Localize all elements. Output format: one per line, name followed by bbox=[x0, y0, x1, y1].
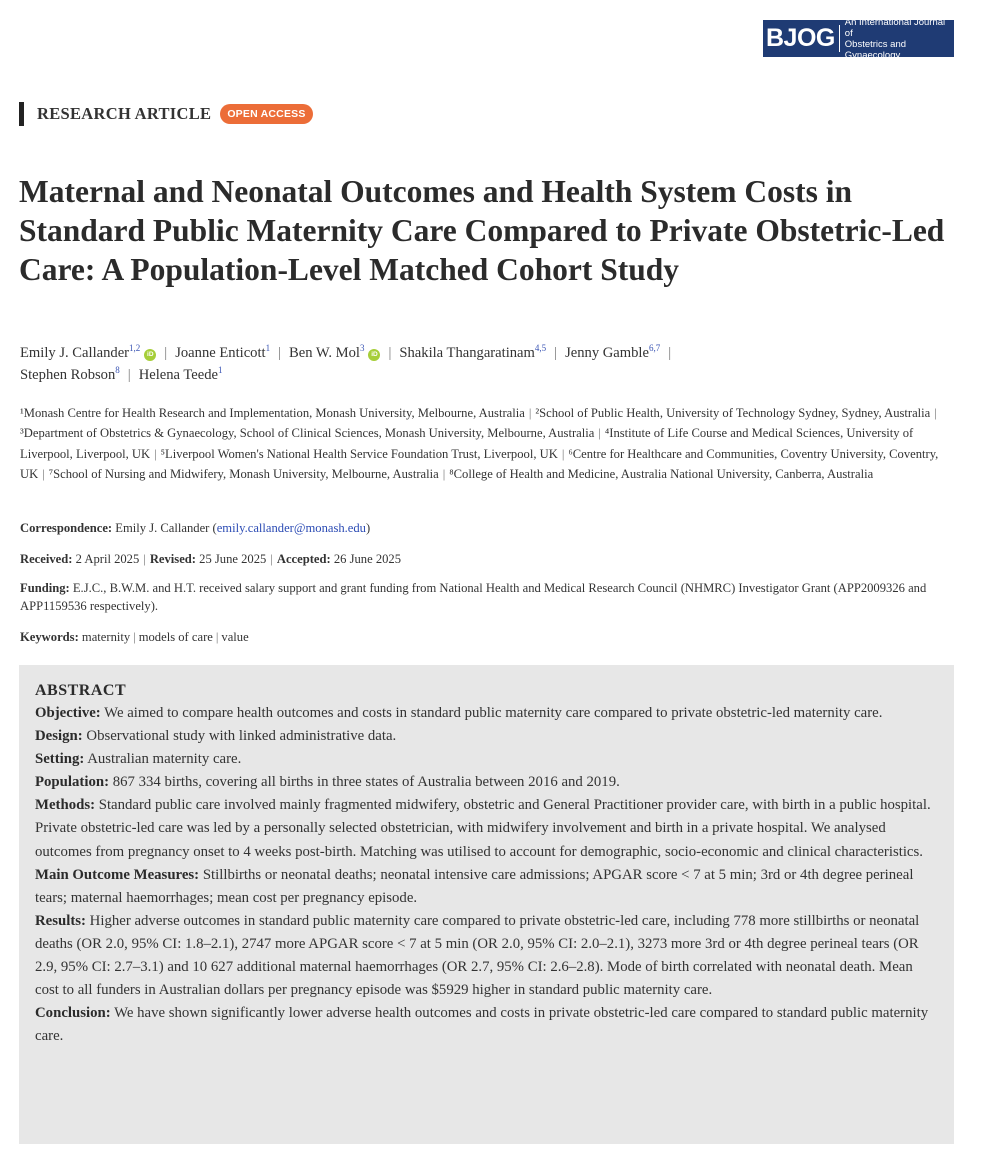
affiliation: ¹Monash Centre for Health Research and Implementation, Monash University, Melbourne, Australia bbox=[20, 406, 525, 420]
author-list bbox=[20, 342, 920, 386]
journal-logo-text: BJOG bbox=[766, 24, 835, 52]
author-affil-sup[interactable]: 3 bbox=[359, 343, 365, 354]
abstract-section-label: Methods: bbox=[35, 797, 96, 814]
abstract-design bbox=[35, 725, 939, 748]
abstract-results bbox=[35, 910, 939, 1002]
affiliation: ⁶Centre for Healthcare and Communities, Coventry University, Coventry, UK bbox=[20, 446, 939, 482]
orcid-icon[interactable]: iD bbox=[368, 349, 380, 361]
affiliation-separator: | bbox=[42, 467, 45, 482]
author-affil-sup[interactable]: 8 bbox=[115, 365, 120, 376]
abstract-objective bbox=[35, 702, 939, 725]
author[interactable] bbox=[565, 345, 660, 361]
abstract-section-label: Setting: bbox=[35, 751, 85, 768]
correspondence-label: Correspondence: bbox=[20, 521, 113, 535]
orcid-icon[interactable]: iD bbox=[144, 349, 156, 361]
keywords bbox=[20, 629, 950, 647]
keyword: value bbox=[221, 630, 249, 644]
abstract-section-text: Observational study with linked administrative data. bbox=[86, 728, 397, 745]
author-name: Stephen Robson bbox=[20, 367, 116, 383]
affiliation: ⁷School of Nursing and Midwifery, Monash University, Melbourne, Australia bbox=[48, 467, 439, 482]
abstract-population bbox=[35, 771, 939, 794]
author-affil-sup[interactable]: 1 bbox=[265, 343, 271, 354]
journal-subtitle bbox=[845, 17, 954, 61]
keyword-separator: | bbox=[215, 630, 219, 644]
affiliation: ²School of Public Health, University of Technology Sydney, Sydney, Australia bbox=[535, 406, 931, 420]
author[interactable] bbox=[175, 345, 270, 361]
author-affil-sup[interactable]: 6,7 bbox=[648, 343, 661, 354]
journal-logo bbox=[763, 16, 954, 61]
accepted-label: Accepted: bbox=[276, 552, 331, 566]
author-name: Ben W. Mol bbox=[289, 345, 360, 361]
article-type-row bbox=[19, 101, 313, 126]
abstract-body bbox=[35, 702, 939, 1048]
logo-divider bbox=[839, 25, 840, 52]
keyword: models of care bbox=[138, 630, 213, 644]
affiliation: ⁵Liverpool Women's National Health Service Foundation Trust, Liverpool, UK bbox=[160, 446, 558, 461]
date-separator: | bbox=[270, 552, 273, 566]
funding bbox=[20, 580, 950, 615]
correspondence: Correspondence: Emily J. Callander (emily.callander@monash.edu) bbox=[20, 521, 371, 535]
author-name: Emily J. Callander bbox=[20, 345, 130, 361]
abstract-section-label: Conclusion: bbox=[35, 1005, 111, 1022]
affiliation-separator: | bbox=[934, 406, 937, 420]
author-separator: | bbox=[388, 345, 392, 361]
revised-label: Revised: bbox=[149, 552, 196, 566]
open-access-badge[interactable]: OPEN ACCESS bbox=[220, 104, 312, 124]
abstract-section-label: Objective: bbox=[35, 705, 101, 721]
article-type-bar bbox=[19, 102, 24, 126]
correspondence-name: Emily J. Callander bbox=[115, 521, 210, 535]
affiliation-separator: | bbox=[561, 446, 565, 461]
author-separator: | bbox=[127, 367, 131, 383]
abstract-setting bbox=[35, 748, 939, 771]
author-name: Shakila Thangaratinam bbox=[399, 345, 535, 361]
author[interactable] bbox=[20, 367, 120, 383]
keywords-label: Keywords: bbox=[20, 630, 79, 644]
dates bbox=[20, 551, 950, 569]
abstract-section-text: Standard public care involved mainly fragmented midwifery, obstetric and General Practitioner provider care, with birth in a public hospital. Private obstetric-led care was led by a personally selected obstetrician, with midwifery involvement and birth in a private hospital. We analysed outcomes from pregnancy onset to 4 weeks post-birth. Matching was utilised to account for demographic, socio-economic and clinical characteristics. bbox=[35, 797, 931, 860]
abstract-section-text: Higher adverse outcomes in standard public maternity care compared to private obstetric-led care, including 778 more stillbirths or neonatal deaths (OR 2.0, 95% CI: 1.8–2.1), 2747 more APGAR score < 7 at 5 min (OR 2.0, 95% CI: 2.0–2.1), 3273 more 3rd or 4th degree perineal tears (OR 2.9, 95% CI: 2.7–3.1) and 10 627 additional maternal haemorrhages (OR 2.7, 95% CI: 2.6–2.8). Mode of birth correlated with neonatal death. Mean cost to all funders in Australian dollars per pregnancy episode was $5929 higher in standard public maternity care. bbox=[35, 912, 920, 999]
author-separator: | bbox=[164, 345, 168, 361]
keyword: maternity bbox=[81, 630, 131, 644]
author-name: Joanne Enticott bbox=[175, 345, 266, 361]
abstract-section-text: We aimed to compare health outcomes and costs in standard public maternity care compared to private obstetric-led maternity care. bbox=[104, 705, 883, 721]
affiliation: ³Department of Obstetrics & Gynaecology, School of Clinical Sciences, Monash University, Melbourne, Australia bbox=[20, 426, 595, 441]
affiliations bbox=[20, 403, 945, 485]
affiliation-separator: | bbox=[442, 467, 446, 482]
abstract-section-label: Results: bbox=[35, 912, 86, 929]
author[interactable] bbox=[139, 367, 223, 383]
author-separator: | bbox=[668, 345, 672, 361]
abstract-section-text: Stillbirths or neonatal deaths; neonatal intensive care admissions; APGAR score < 7 at 5 min; 3rd or 4th degree perineal tears; maternal haemorrhages; mean cost per pregnancy episode. bbox=[35, 866, 914, 906]
funding-text: E.J.C., B.W.M. and H.T. received salary support and grant funding from National Health and Medical Research Council (NHMRC) Investigator Grant (APP2009326 and APP1159536 respectively). bbox=[20, 581, 927, 613]
received-date: 2 April 2025 bbox=[75, 552, 140, 566]
author[interactable] bbox=[399, 345, 546, 361]
author-separator: | bbox=[278, 345, 282, 361]
funding-label: Funding: bbox=[20, 581, 70, 595]
correspondence-email[interactable]: emily.callander@monash.edu bbox=[216, 521, 366, 535]
abstract-box bbox=[19, 665, 954, 1144]
article-title: Maternal and Neonatal Outcomes and Health System Costs in Standard Public Maternity Care Compared to Private Obstetric-Led Care: A Population-Level Matched Cohort Study bbox=[19, 174, 945, 287]
author-affil-sup[interactable]: 1 bbox=[218, 365, 223, 376]
affiliation: ⁸College of Health and Medicine, Australia National University, Canberra, Australia bbox=[449, 467, 874, 482]
abstract-section-label: Design: bbox=[35, 728, 83, 745]
author[interactable] bbox=[289, 345, 380, 361]
affiliation-separator: | bbox=[528, 406, 532, 420]
author-name: Helena Teede bbox=[138, 367, 219, 383]
accepted-date: 26 June 2025 bbox=[333, 552, 402, 566]
affiliation-separator: | bbox=[154, 446, 157, 461]
abstract-section-label: Main Outcome Measures: bbox=[35, 866, 200, 883]
abstract-heading: ABSTRACT bbox=[35, 682, 127, 699]
abstract-section-text: We have shown significantly lower adverse health outcomes and costs in private obstetric-led care compared to standard public maternity care. bbox=[35, 1005, 929, 1045]
abstract-conclusion bbox=[35, 1002, 939, 1048]
revised-date: 25 June 2025 bbox=[199, 552, 267, 566]
author-affil-sup[interactable]: 4,5 bbox=[534, 343, 547, 354]
abstract-section-text: Australian maternity care. bbox=[87, 751, 242, 768]
journal-subtitle-line2: Obstetrics and Gynaecology bbox=[844, 38, 907, 61]
author[interactable] bbox=[20, 345, 156, 361]
journal-subtitle-line1: An International Journal of bbox=[844, 16, 946, 39]
abstract-methods bbox=[35, 794, 939, 863]
received-label: Received: bbox=[20, 552, 73, 566]
author-separator: | bbox=[554, 345, 558, 361]
author-affil-sup[interactable]: 1,2 bbox=[129, 343, 141, 354]
affiliation-separator: | bbox=[598, 426, 601, 441]
date-separator: | bbox=[143, 552, 146, 566]
keyword-separator: | bbox=[133, 630, 136, 644]
article-type: RESEARCH ARTICLE bbox=[37, 103, 212, 123]
abstract-section-label: Population: bbox=[35, 774, 109, 791]
abstract-main-outcome-measures bbox=[35, 864, 939, 910]
affiliation: ⁴Institute of Life Course and Medical Sciences, University of Liverpool, Liverpool, UK bbox=[20, 426, 914, 461]
author-name: Jenny Gamble bbox=[565, 345, 649, 361]
abstract-section-text: 867 334 births, covering all births in three states of Australia between 2016 and 2019. bbox=[112, 774, 620, 791]
